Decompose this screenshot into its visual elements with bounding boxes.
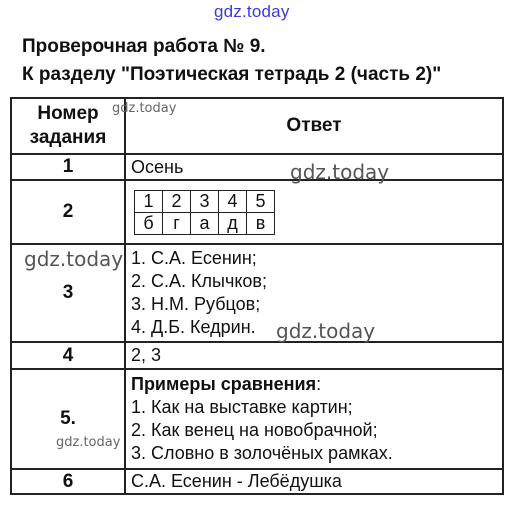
matching-table [134,190,275,235]
answer-heading [131,373,502,396]
task-number: 4 [11,342,125,369]
matching-cell: в [247,212,275,234]
matching-numbers-row [135,190,275,212]
answer-line: 1. С.А. Есенин; [131,248,257,268]
table-row [11,342,503,369]
watermark: gdz.today [290,160,390,184]
matching-cell: д [219,212,247,234]
page-subtitle: К разделу "Поэтическая тетрадь 2 (часть 2)" [22,64,442,85]
task-answer: Осень [125,154,503,180]
header-task-number-line2: задания [29,127,107,148]
answer-heading-text: Примеры сравнения [131,374,317,394]
table-row [11,369,503,469]
matching-cell: 5 [247,190,275,212]
matching-cell: г [163,212,191,234]
task-number: 5. [11,369,125,469]
matching-cell: 1 [135,190,163,212]
answer-line: 2. Как венец на новобрачной; [131,420,378,440]
task-answer-matching [125,180,503,244]
watermark: gdz.today [24,247,124,271]
matching-cell: 3 [191,190,219,212]
watermark: gdz.today [56,435,121,450]
watermark: gdz.today [276,319,376,343]
header-task-number-line1: Номер [37,103,99,124]
page-title: Проверочная работа № 9. [22,36,266,57]
matching-cell: 4 [219,190,247,212]
header-answer: Ответ [125,98,503,154]
table-header-row [11,98,503,154]
matching-cell: 2 [163,190,191,212]
task-number: 3 [11,244,125,342]
answer-line: 3. Н.М. Рубцов; [131,294,261,314]
task-number: 2 [11,180,125,244]
answer-line: 2. С.А. Клычков; [131,271,267,291]
table-row [11,154,503,180]
task-number: 1 [11,154,125,180]
task-answer: 2, 3 [125,342,503,369]
watermark-top: gdz.today [214,2,290,21]
matching-cell: б [135,212,163,234]
answer-line: 4. Д.Б. Кедрин. [131,317,256,337]
table-row [11,469,503,494]
header-task-number [11,98,125,154]
task-number: 6 [11,469,125,494]
task-answer: С.А. Есенин - Лебёдушка [125,469,503,494]
answer-line: 1. Как на выставке картин; [131,397,353,417]
table-row [11,180,503,244]
matching-letters-row [135,212,275,234]
matching-cell: а [191,212,219,234]
answer-line: 3. Словно в золочёных рамках. [131,443,393,463]
answer-heading-colon: : [316,374,322,394]
task-answer [125,369,503,469]
watermark: gdz.today [112,101,177,116]
